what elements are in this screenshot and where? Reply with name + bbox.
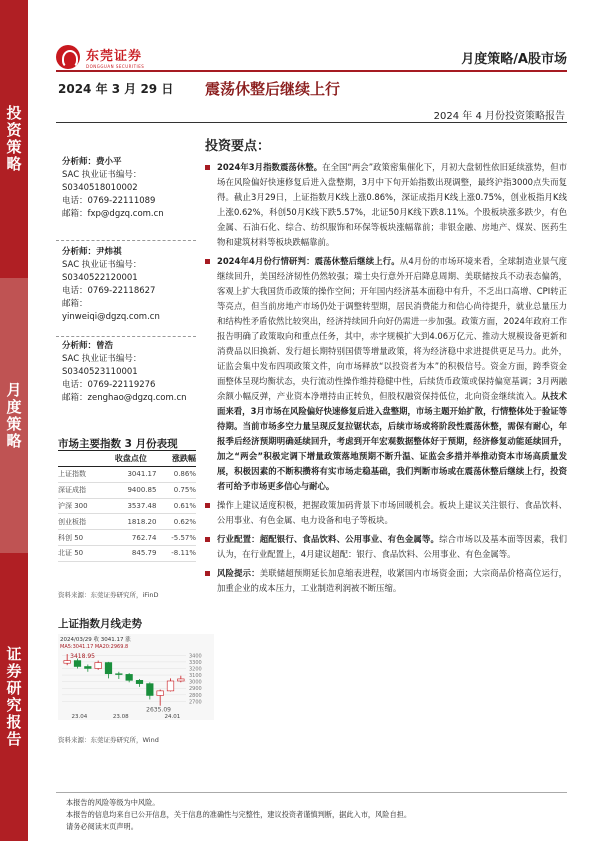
analyst-name: 分析师：尹炜祺 (62, 247, 122, 257)
header-divider (56, 70, 567, 72)
sidebar-segment-investment-strategy (0, 0, 28, 278)
x-tick-label: 23.04 (71, 714, 88, 720)
bullet-lead: 2024年4月份行情研判：震荡休整后继续上行。 (217, 256, 400, 266)
footer-line: 本报告的信息均来自已公开信息，关于信息的准确性与完整性，建议投资者谨慎判断，据此入市，风险自担。 (66, 810, 412, 819)
y-tick-label: 3400 (189, 653, 202, 660)
candle-body (95, 663, 102, 669)
change-value: 0.62% (156, 514, 196, 530)
main-content (205, 135, 567, 600)
bullet-lead: 行业配置：超配银行、食品饮料、公用事业、有色金属等。 (217, 534, 440, 544)
close-value: 3041.17 (105, 467, 156, 483)
candle-body (157, 691, 164, 696)
analyst-email[interactable]: 邮箱：fxp@dgzq.com.cn (62, 209, 164, 219)
candle-body (74, 661, 81, 667)
candle-body (136, 680, 143, 683)
report-title: 震荡休整后继续上行 (205, 80, 341, 98)
candle-body (167, 681, 174, 691)
footer-divider (56, 792, 567, 793)
index-name: 科创 50 (58, 530, 105, 546)
chart-legend: 2024/03/29 收 3041.17 涨 (60, 637, 131, 643)
candle-body (85, 666, 92, 668)
chart-high-label: 3418.95 (70, 653, 95, 661)
chart-y-ticks (189, 653, 202, 705)
column-header: 收盘点位 (105, 451, 156, 467)
change-value: 0.75% (156, 482, 196, 498)
index-table-source: 资料来源：东莞证券研究所，iFinD (58, 591, 159, 599)
close-value: 762.74 (105, 530, 156, 546)
analyst-phone: 电话：0769-22118627 (62, 286, 156, 296)
analyst-card (62, 246, 160, 324)
footer-line: 请务必阅读末页声明。 (66, 822, 138, 831)
cert-label: SAC 执业证书编号： (62, 260, 142, 270)
report-subtitle: 2024 年 4 月份投资策略报告 (433, 111, 565, 122)
logo-icon (56, 45, 80, 69)
close-value: 1818.20 (105, 514, 156, 530)
analyst-email[interactable]: yinweiqi@dgzq.com.cn (62, 312, 160, 322)
index-table-title: 市场主要指数 3 月份表现 (58, 438, 178, 450)
cert-number: S0340522120001 (62, 273, 138, 283)
bullet-text: 从4月份的市场环境来看，全球制造业景气度继续回升，美国经济韧性仍然较强；瑞士央行意外开启降息周期、美联储按兵不动表态偏鸽，客观上扩大我国货币政策的操作空间；开年国内经济基本面稳中有升，不乏出口高增、CPI转正等亮点，但当前房地产市场仍处于调整转型期，居民消费能力和信心尚待提升，就业总量压力和结构性矛盾依然比较突出，经济持续回升向好仍需进一步加强。政策方面，2024年政府工作报告明确了政策取向和重点任务，其中，赤字规模扩大到4.06万亿元、推动大规模设备更新和消费品以旧换新、发行超长期特别国债等增量政策，将为经济稳中求进提供更足马力。此外，证监会集中发布四项政策文件，向市场释放“以投资者为本”的积极信号。资金方面，跨季资金面整体呈现均衡状态，央行流动性操作维持稳健中性，后续货币政策或保持偏宽基调；3月两融余额小幅反弹，产业资本净增持由正转负，但股权融资保持低位，北向资金继续流入。 (217, 256, 568, 401)
index-name: 北证 50 (58, 545, 105, 561)
candle-body (147, 684, 154, 696)
x-tick-label: 23.08 (112, 714, 129, 720)
table-row (58, 482, 196, 498)
chart-low-label: 2635.09 (146, 706, 171, 714)
list-item (205, 498, 567, 528)
column-header (58, 451, 105, 467)
sidebar-label: 证券研究报告 (4, 646, 23, 748)
cert-label: SAC 执业证书编号： (62, 354, 142, 364)
chart-ma-legend: MA5:3041.17 MA20:2969.8 (60, 644, 129, 650)
list-item (205, 160, 567, 250)
table-header-row (58, 451, 196, 467)
analyst-email[interactable]: 邮箱：zenghao@dgzq.com.cn (62, 393, 187, 403)
column-header: 涨跌幅 (156, 451, 196, 467)
index-chart (58, 634, 214, 720)
chart-title: 上证指数月线走势 (58, 618, 142, 630)
company-logo (56, 45, 144, 69)
report-date: 2024 年 3 月 29 日 (58, 82, 174, 96)
candle-body (64, 661, 71, 664)
analyst-name: 分析师：费小平 (62, 157, 122, 167)
bullet-text: 操作上建议适度积极，把握政策加码背景下市场回暖机会。板块上建议关注银行、食品饮料、公用事业、有色金属、电力设备和电子等板块。 (217, 500, 567, 525)
key-points-title: 投资要点： (205, 139, 271, 154)
cert-number: S0340523110001 (62, 367, 138, 377)
chart-svg (58, 634, 214, 720)
index-name: 创业板指 (58, 514, 105, 530)
index-name: 沪深 300 (58, 498, 105, 514)
logo-subtext: DONGGUAN SECURITIES (86, 64, 145, 69)
logo-text: 东莞证券 (86, 49, 143, 64)
list-item (205, 532, 567, 562)
bullet-tail: 从技术面来看，3月市场在风险偏好快速修复后进入盘整期，市场主题开始扩散，行情整体处于验证等待期。当前市场多空力量呈现反复拉锯状态，后续市场或将阶段性震荡休整，需保有耐心，年报季后经济预期明确延续回升，考虑到开年宏观数据整体好于预期，经济修复动能延续回升，加之“两会”积极定调下增量政策落地预期不断升温、证监会多措并举推动资本市场高质量发展，积极因素的不断积攒将有实市场走稳基础，我们判断市场或在震荡休整后继续上行，投资者可给予市场更多信心与耐心。 (217, 391, 568, 491)
analyst-phone: 电话：0769-22119276 (62, 380, 156, 390)
x-tick-label: 24.01 (164, 714, 181, 720)
change-value: 0.61% (156, 498, 196, 514)
y-tick-label: 3200 (189, 666, 202, 673)
y-tick-label: 2900 (189, 686, 202, 693)
title-divider (56, 122, 567, 123)
divider (56, 240, 196, 241)
y-tick-label: 3300 (189, 659, 202, 666)
y-tick-label: 3000 (189, 679, 202, 686)
report-type: 月度策略/A股市场 (461, 52, 567, 67)
candle-body (126, 674, 133, 680)
sidebar-label: 投资策略 (4, 105, 23, 173)
chart-source: 资料来源：东莞证券研究所，Wind (58, 736, 159, 744)
bullet-text: 美联储超预期延长加息缩表进程，收紧国内市场资金面；大宗商品价格高位运行，加重企业的成本压力，工业制造利润被不断压缩。 (217, 568, 567, 593)
table-row (58, 545, 196, 561)
close-value: 845.79 (105, 545, 156, 561)
footer-line: 本报告的风险等级为中风险。 (66, 798, 160, 807)
analyst-name: 分析师：曾浩 (62, 341, 114, 351)
index-name: 深证成指 (58, 482, 105, 498)
analyst-card (62, 156, 164, 221)
y-tick-label: 2800 (189, 692, 202, 699)
index-name: 上证指数 (58, 467, 105, 483)
index-table (58, 450, 196, 562)
table-row (58, 467, 196, 483)
footer (66, 797, 411, 833)
change-value: -8.11% (156, 545, 196, 561)
cert-label: SAC 执业证书编号： (62, 170, 142, 180)
table-row (58, 498, 196, 514)
bullet-lead: 风险提示： (217, 568, 260, 578)
table-row (58, 514, 196, 530)
analyst-card (62, 340, 187, 405)
bullet-text: 在全国“两会”政策密集催化下，月初大盘韧性依旧延续涨势，但市场在风险偏好快速修复后进入盘整期，3月中下旬开始指数出现调整，最终沪指3000点失而复得。截止3月29日，上证指数月K线上涨0.86%，深证成指月K线上涨0.75%，创业板指月K线上涨0.62%，科创50月K线下跌5.57%，北证50月K线下跌8.11%。个股板块涨多跌少，有色金属、石油石化、综合、纺织服饰和环保等板块涨幅靠前；非银金融、房地产、煤炭、医药生物和建筑材料等板块跌幅靠前。 (217, 162, 567, 247)
divider (56, 336, 196, 337)
change-value: -5.57% (156, 530, 196, 546)
candle-body (116, 674, 123, 675)
table-row (58, 530, 196, 546)
candle-body (178, 679, 185, 681)
email-label: 邮箱： (62, 299, 88, 309)
bullet-text: 综合市场以及基本面等因素，我们认为，在行业配置上，4月建议超配：银行、食品饮料、公用事业、有色金属等。 (217, 534, 568, 559)
list-item (205, 566, 567, 596)
sidebar-segment-monthly-strategy (0, 278, 28, 553)
y-tick-label: 2700 (189, 699, 202, 706)
y-tick-label: 3100 (189, 673, 202, 680)
list-item (205, 254, 567, 494)
change-value: 0.86% (156, 467, 196, 483)
close-value: 9400.85 (105, 482, 156, 498)
left-sidebar (0, 0, 28, 841)
key-points-list (205, 160, 567, 596)
bullet-lead: 2024年3月指数震荡休整。 (217, 162, 323, 172)
analyst-phone: 电话：0769-22111089 (62, 196, 156, 206)
cert-number: S0340518010002 (62, 183, 138, 193)
sidebar-segment-research-report (0, 553, 28, 841)
candle-body (105, 663, 112, 674)
close-value: 3537.48 (105, 498, 156, 514)
sidebar-label: 月度策略 (4, 381, 23, 450)
